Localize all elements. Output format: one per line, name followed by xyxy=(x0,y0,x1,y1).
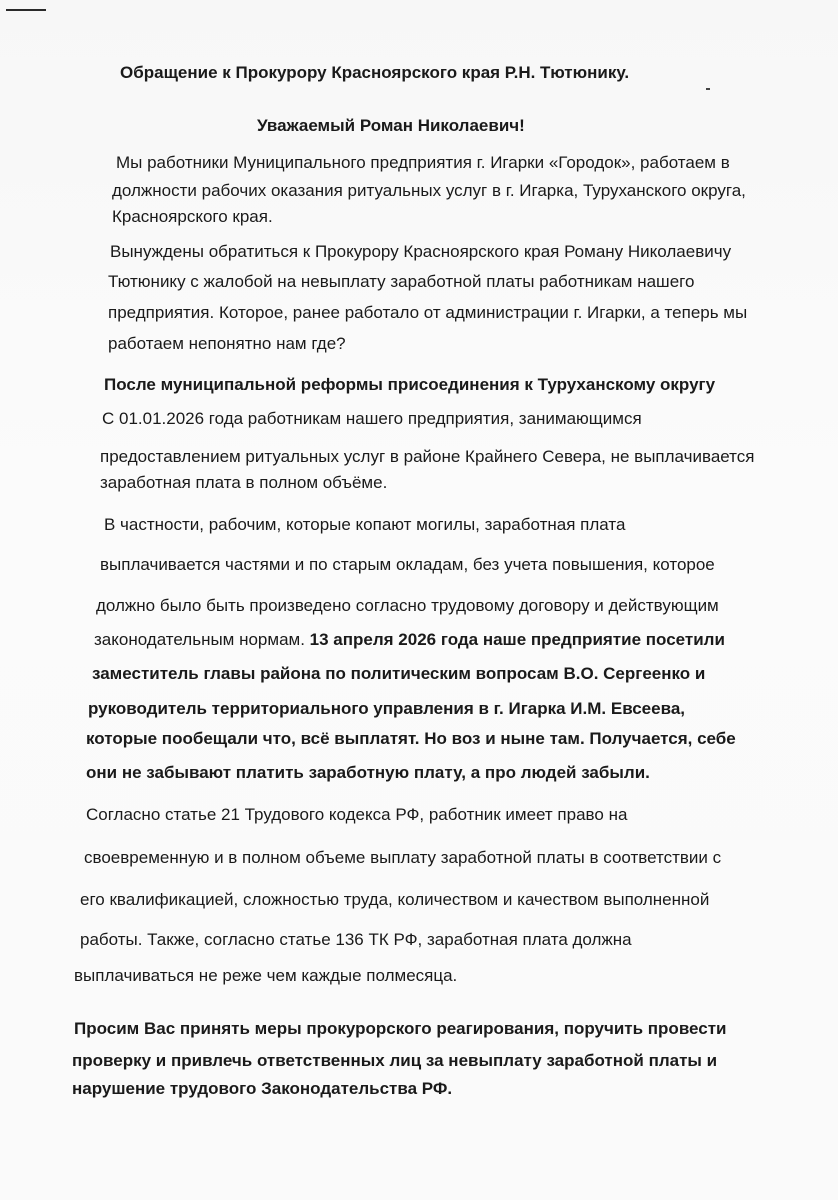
closing-request-line: Просим Вас принять меры прокурорского реагирования, поручить провести xyxy=(74,1019,727,1038)
closing-request-line: нарушение трудового Законодательства РФ. xyxy=(72,1079,453,1098)
paragraph-line: В частности, рабочим, которые копают могилы, заработная плата xyxy=(104,515,626,534)
paragraph-line: предоставлением ритуальных услуг в районе Крайнего Севера, не выплачивается xyxy=(100,447,755,466)
paragraph-line: предприятия. Которое, ранее работало от администрации г. Игарки, а теперь мы xyxy=(108,303,748,322)
paragraph-line-mixed xyxy=(94,630,725,650)
paragraph-line: Вынуждены обратиться к Прокурору Красноярского края Роману Николаевичу xyxy=(110,242,732,261)
bold-paragraph-line: которые пообещали что, всё выплатят. Но воз и ныне там. Получается, себе xyxy=(86,729,736,748)
paragraph-text-normal: законодательным нормам. xyxy=(94,630,310,649)
paragraph-line: выплачиваться не реже чем каждые полмесяца. xyxy=(74,966,458,985)
margin-mark xyxy=(706,88,710,90)
paragraph-line: своевременную и в полном объеме выплату заработной платы в соответствии с xyxy=(84,848,722,867)
bold-paragraph-line: они не забывают платить заработную плату, а про людей забыли. xyxy=(86,763,650,782)
paragraph-line: должно было быть произведено согласно трудовому договору и действующим xyxy=(96,596,719,615)
paragraph-line: заработная плата в полном объёме. xyxy=(100,473,388,492)
bold-paragraph-line: заместитель главы района по политическим вопросам В.О. Сергеенко и xyxy=(92,664,706,683)
paragraph-line: Мы работники Муниципального предприятия г. Игарки «Городок», работаем в xyxy=(116,153,730,172)
paragraph-line: Красноярского края. xyxy=(112,207,273,226)
letter-title: Обращение к Прокурору Красноярского края Р.Н. Тютюнику. xyxy=(120,63,630,82)
paragraph-line: Тютюнику с жалобой на невыплату заработной платы работникам нашего xyxy=(108,272,695,291)
paragraph-line: работаем непонятно нам где? xyxy=(108,334,346,353)
salutation: Уважаемый Роман Николаевич! xyxy=(257,116,525,135)
paragraph-line: должности рабочих оказания ритуальных услуг в г. Игарка, Туруханского округа, xyxy=(112,181,746,200)
corner-rule-mark xyxy=(6,9,46,11)
paragraph-line: работы. Также, согласно статье 136 ТК РФ, заработная плата должна xyxy=(80,930,632,949)
paragraph-text-bold: 13 апреля 2026 года наше предприятие посетили xyxy=(309,630,725,649)
closing-request-line: проверку и привлечь ответственных лиц за невыплату заработной платы и xyxy=(72,1051,718,1070)
bold-paragraph-line: руководитель территориального управления в г. Игарка И.М. Евсеева, xyxy=(88,699,685,718)
paragraph-line: выплачивается частями и по старым окладам, без учета повышения, которое xyxy=(100,555,715,574)
paragraph-line: Согласно статье 21 Трудового кодекса РФ, работник имеет право на xyxy=(86,805,628,824)
section-heading: После муниципальной реформы присоединения к Туруханскому округу xyxy=(104,375,716,394)
paragraph-line: его квалификацией, сложностью труда, количеством и качеством выполненной xyxy=(80,890,710,909)
paragraph-line: С 01.01.2026 года работникам нашего предприятия, занимающимся xyxy=(102,409,642,428)
